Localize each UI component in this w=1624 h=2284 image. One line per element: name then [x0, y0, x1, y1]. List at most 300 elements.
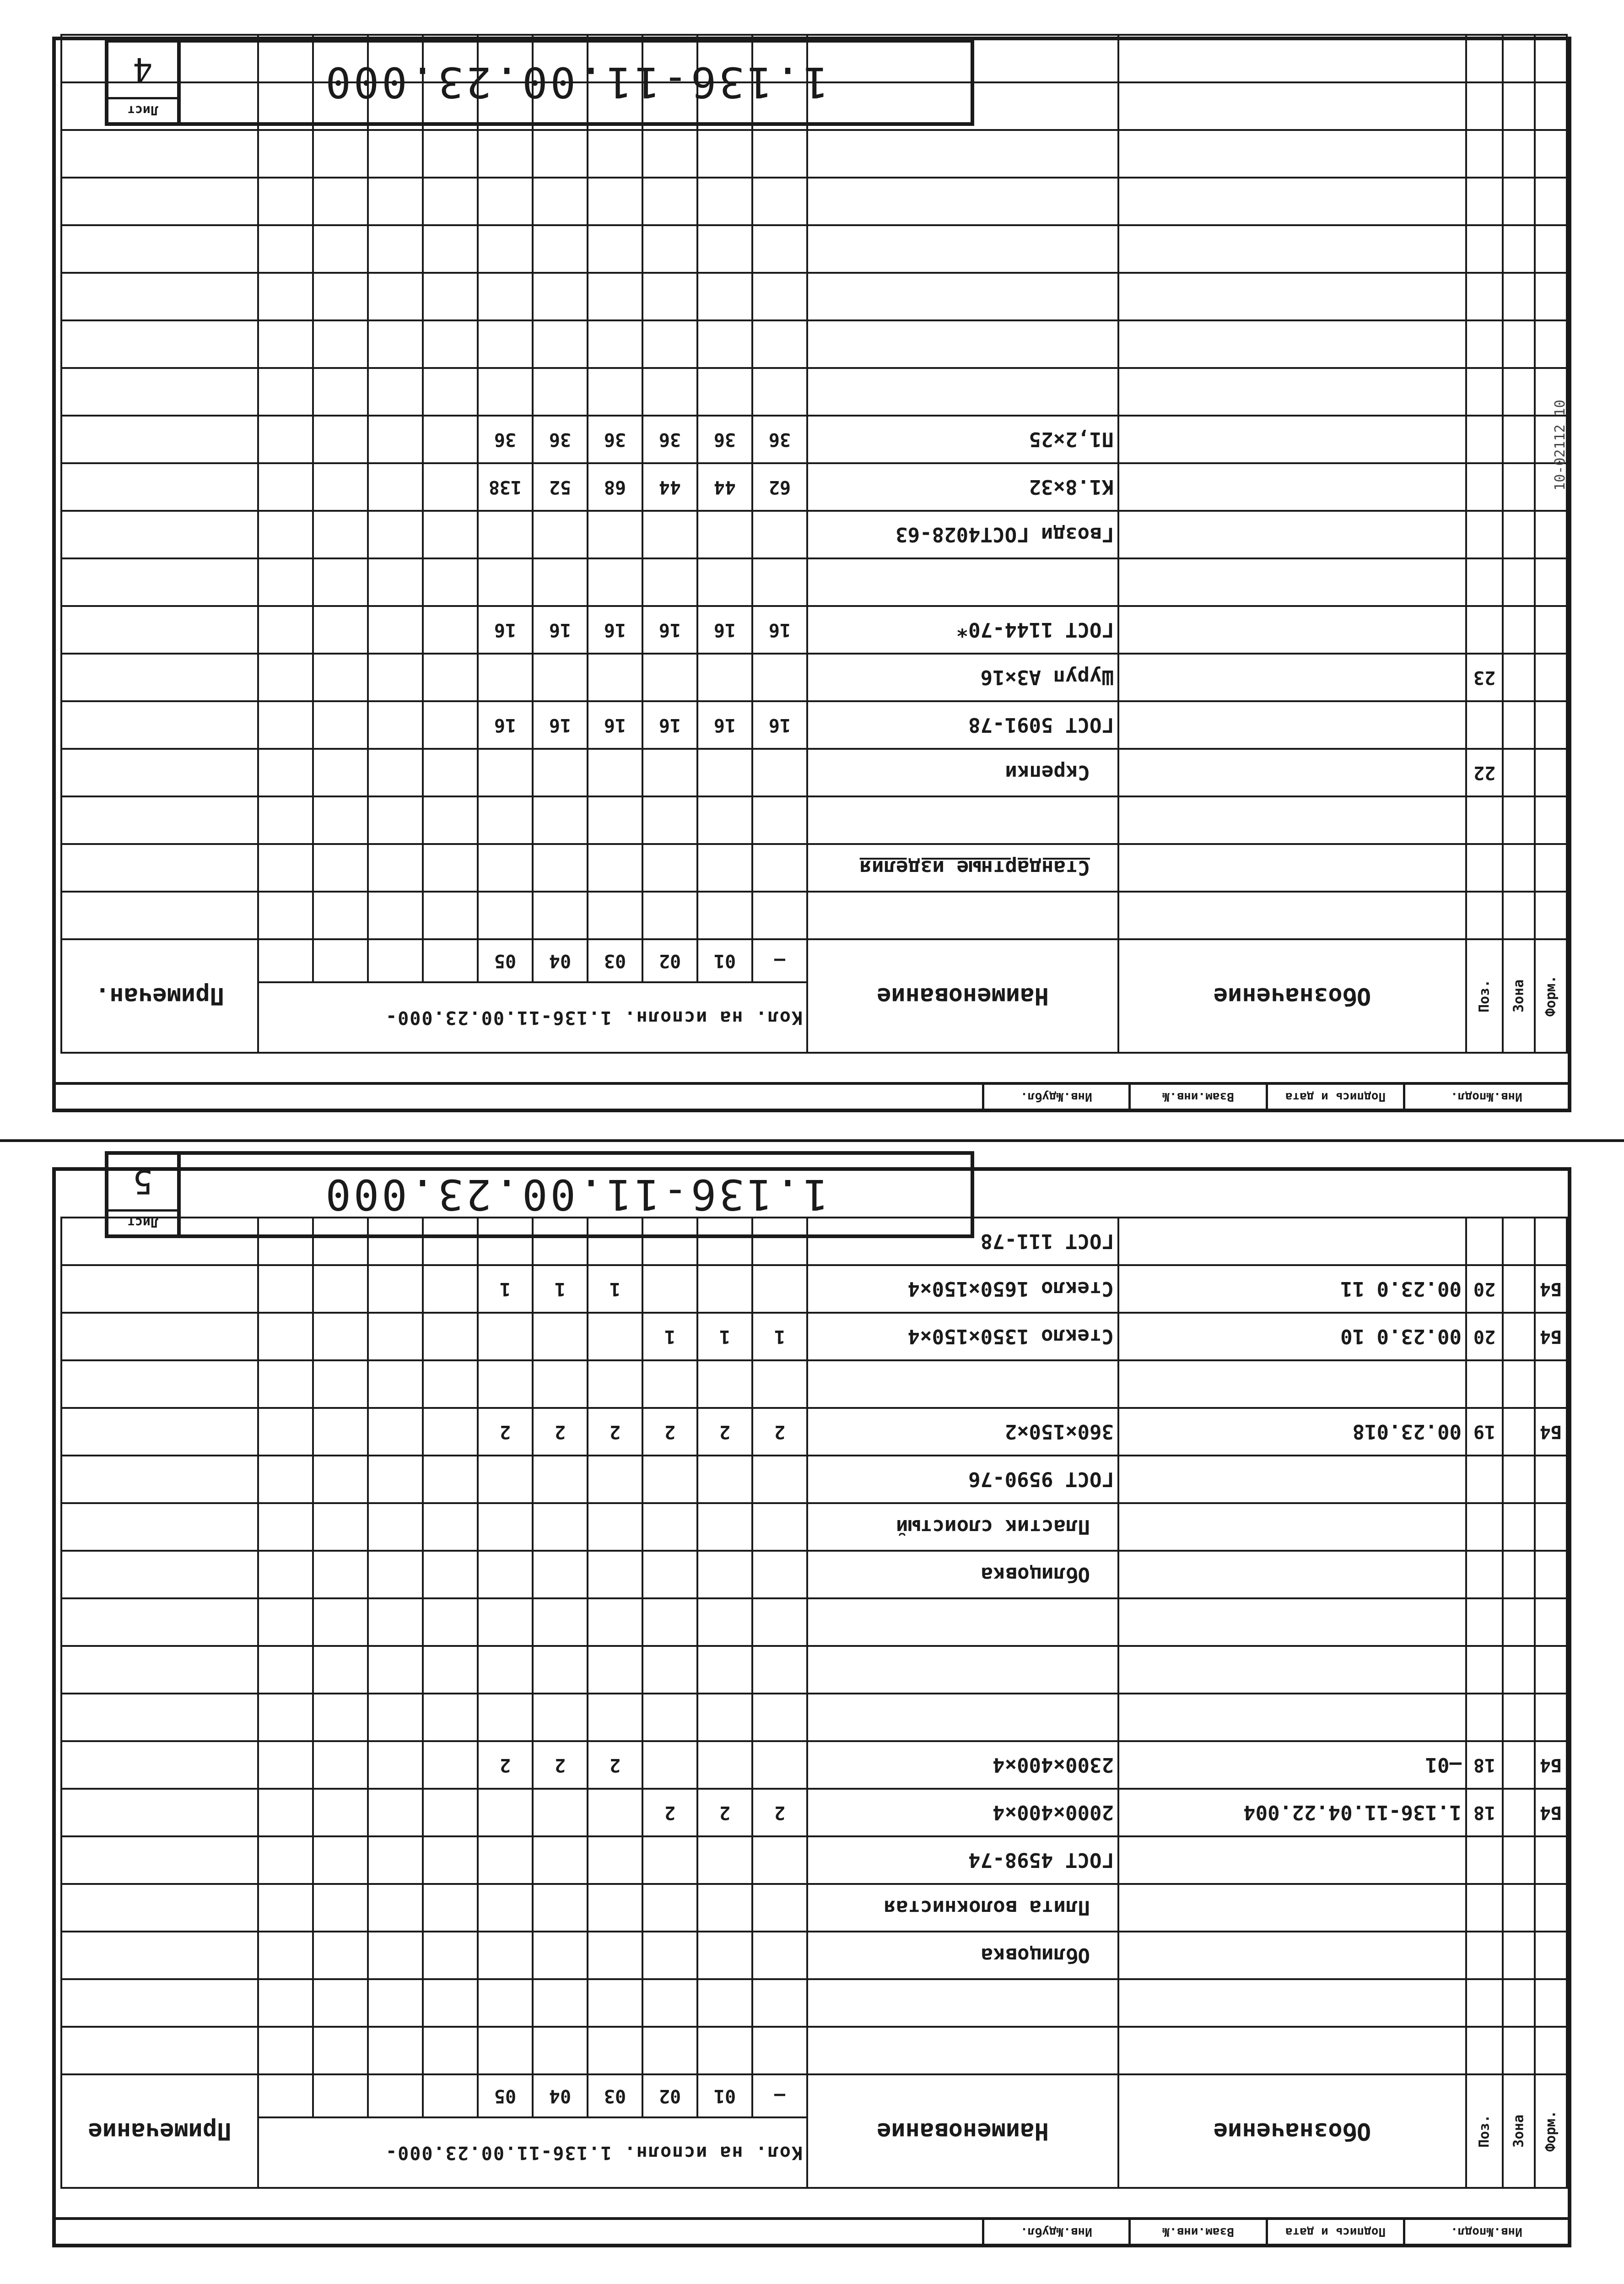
- cell-qty: [588, 178, 642, 225]
- table-row: [61, 1265, 1567, 1313]
- cell-qty: 2: [642, 1408, 697, 1456]
- cell-designation: [1118, 1598, 1466, 1646]
- cell-pos: [1466, 1218, 1503, 1265]
- cell-qty: [642, 558, 697, 606]
- cell-name: Облицовка: [807, 1932, 1118, 1979]
- cell-name: Облицовка: [807, 1551, 1118, 1598]
- cell-name: [807, 1694, 1118, 1741]
- table-row: [61, 1360, 1567, 1408]
- table-row: [61, 1979, 1567, 2027]
- cell-designation: [1118, 463, 1466, 511]
- cell-designation: [1118, 1646, 1466, 1694]
- cell-name: [807, 368, 1118, 416]
- cell-qty: 52: [533, 463, 588, 511]
- cell-qty: 2: [533, 1408, 588, 1456]
- cell-name: ГОСТ 111-78: [807, 1218, 1118, 1265]
- cell-qty: [258, 1741, 313, 1789]
- cell-form: [1535, 1694, 1567, 1741]
- cell-note: [61, 749, 258, 796]
- cell-zone: [1503, 844, 1535, 892]
- cell-zone: [1503, 511, 1535, 558]
- cell-qty: [697, 654, 752, 701]
- cell-qty: 36: [478, 416, 533, 463]
- cell-qty: [478, 1979, 533, 2027]
- cell-note: [61, 1503, 258, 1551]
- cell-pos: 18: [1466, 1741, 1503, 1789]
- sheet-number-box: [108, 43, 177, 122]
- cell-qty: [588, 1503, 642, 1551]
- cell-qty: [642, 1456, 697, 1503]
- cell-qty: [752, 320, 807, 368]
- cell-name: [807, 1598, 1118, 1646]
- cell-form: [1535, 1884, 1567, 1932]
- cell-form: [1535, 1551, 1567, 1598]
- cell-qty: [368, 1694, 423, 1741]
- cell-designation: [1118, 511, 1466, 558]
- cell-qty: [423, 749, 478, 796]
- cell-qty: [313, 1598, 368, 1646]
- cell-qty: [423, 273, 478, 320]
- cell-qty: 36: [752, 416, 807, 463]
- cell-designation: [1118, 796, 1466, 844]
- cell-qty: [258, 368, 313, 416]
- cell-qty: [642, 1932, 697, 1979]
- cell-qty: [752, 1836, 807, 1884]
- cell-qty: [313, 368, 368, 416]
- cell-qty: [368, 1265, 423, 1313]
- cell-qty: [752, 749, 807, 796]
- cell-qty: [313, 1932, 368, 1979]
- cell-pos: [1466, 416, 1503, 463]
- cell-qty: [368, 892, 423, 939]
- cell-qty: 2: [478, 1741, 533, 1789]
- cell-zone: [1503, 273, 1535, 320]
- table-row: [61, 1551, 1567, 1598]
- cell-designation: [1118, 1694, 1466, 1741]
- cell-qty: [258, 701, 313, 749]
- cell-qty: [368, 225, 423, 273]
- cell-pos: 18: [1466, 1789, 1503, 1836]
- cell-qty: [533, 2027, 588, 2074]
- cell-designation: [1118, 558, 1466, 606]
- cell-qty: [258, 273, 313, 320]
- cell-qty: 44: [697, 463, 752, 511]
- cell-form: [1535, 749, 1567, 796]
- cell-qty: [368, 1979, 423, 2027]
- cell-qty: [368, 511, 423, 558]
- cell-qty: [533, 368, 588, 416]
- cell-designation: [1118, 178, 1466, 225]
- cell-qty: [752, 796, 807, 844]
- cell-qty: [313, 844, 368, 892]
- cell-qty: [478, 558, 533, 606]
- cell-qty: [642, 844, 697, 892]
- spec-sheet-5: [52, 1167, 1571, 2247]
- cell-qty: [533, 178, 588, 225]
- cell-pos: 22: [1466, 749, 1503, 796]
- cell-form: [1535, 511, 1567, 558]
- cell-zone: [1503, 1884, 1535, 1932]
- cell-qty: [368, 273, 423, 320]
- cell-name: [807, 178, 1118, 225]
- cell-qty: [697, 1884, 752, 1932]
- cell-qty: [533, 511, 588, 558]
- table-row: [61, 606, 1567, 654]
- cell-qty: 16: [533, 701, 588, 749]
- cell-qty: [752, 130, 807, 178]
- cell-qty: [258, 2027, 313, 2074]
- cell-form: [1535, 320, 1567, 368]
- header-execution: [313, 939, 368, 982]
- cell-pos: [1466, 796, 1503, 844]
- cell-qty: [588, 273, 642, 320]
- cell-zone: [1503, 1598, 1535, 1646]
- cell-pos: [1466, 1503, 1503, 1551]
- cell-name: Стекло 1650×150×4: [807, 1265, 1118, 1313]
- cell-pos: [1466, 606, 1503, 654]
- cell-qty: [423, 1741, 478, 1789]
- cell-qty: [588, 1836, 642, 1884]
- cell-qty: [588, 892, 642, 939]
- cell-note: [61, 1932, 258, 1979]
- cell-qty: [423, 844, 478, 892]
- cell-note: [61, 892, 258, 939]
- cell-note: [61, 606, 258, 654]
- cell-note: [61, 1836, 258, 1884]
- cell-qty: [752, 1503, 807, 1551]
- cell-qty: [533, 1551, 588, 1598]
- cell-qty: [588, 511, 642, 558]
- cell-zone: [1503, 701, 1535, 749]
- cell-qty: [478, 1360, 533, 1408]
- cell-designation: [1118, 416, 1466, 463]
- cell-qty: [588, 1932, 642, 1979]
- header-execution: [423, 939, 478, 982]
- header-execution: 03: [588, 2074, 642, 2117]
- table-row: [61, 1598, 1567, 1646]
- cell-qty: [697, 1694, 752, 1741]
- cell-zone: [1503, 606, 1535, 654]
- cell-form: [1535, 606, 1567, 654]
- cell-zone: [1503, 1503, 1535, 1551]
- cell-qty: 36: [588, 416, 642, 463]
- header-note: Примечание: [61, 2074, 258, 2188]
- cell-qty: [258, 1313, 313, 1360]
- cell-qty: [423, 225, 478, 273]
- cell-qty: 62: [752, 463, 807, 511]
- cell-form: [1535, 1503, 1567, 1551]
- cell-qty: 1: [752, 1313, 807, 1360]
- cell-qty: [368, 654, 423, 701]
- cell-pos: [1466, 1979, 1503, 2027]
- cell-qty: [423, 1979, 478, 2027]
- table-row: [61, 1932, 1567, 1979]
- cell-qty: [258, 1408, 313, 1456]
- cell-qty: 2: [642, 1789, 697, 1836]
- cell-qty: [642, 796, 697, 844]
- cell-note: [61, 1789, 258, 1836]
- header-execution: 04: [533, 2074, 588, 2117]
- cell-note: [61, 1360, 258, 1408]
- table-row: [61, 654, 1567, 701]
- cell-note: [61, 558, 258, 606]
- cell-qty: [588, 1694, 642, 1741]
- cell-qty: [478, 511, 533, 558]
- cell-qty: [258, 796, 313, 844]
- cell-qty: [533, 273, 588, 320]
- cell-zone: [1503, 1741, 1535, 1789]
- cell-designation: 00.23.0 11: [1118, 1265, 1466, 1313]
- cell-name: К1.8×32: [807, 463, 1118, 511]
- cell-qty: [313, 225, 368, 273]
- cell-designation: [1118, 1218, 1466, 1265]
- cell-qty: [258, 320, 313, 368]
- cell-zone: [1503, 796, 1535, 844]
- cell-zone: [1503, 178, 1535, 225]
- cell-name: 2000×400×4: [807, 1789, 1118, 1836]
- cell-note: [61, 130, 258, 178]
- cell-qty: [368, 1313, 423, 1360]
- cell-form: Б4: [1535, 1741, 1567, 1789]
- cell-qty: [368, 463, 423, 511]
- cell-form: [1535, 1360, 1567, 1408]
- sheet-number: 4: [133, 50, 153, 89]
- table-row: [61, 1313, 1567, 1360]
- cell-name: [807, 320, 1118, 368]
- cell-qty: [588, 1360, 642, 1408]
- table-row: [61, 1789, 1567, 1836]
- cell-qty: [588, 1789, 642, 1836]
- table-row: [61, 844, 1567, 892]
- approval-label: Подпись и дата: [1266, 2220, 1403, 2244]
- cell-qty: [423, 1456, 478, 1503]
- cell-name: 2300×400×4: [807, 1741, 1118, 1789]
- cell-zone: [1503, 1789, 1535, 1836]
- cell-pos: [1466, 320, 1503, 368]
- cell-qty: [313, 1503, 368, 1551]
- cell-qty: [642, 178, 697, 225]
- cell-qty: [313, 1551, 368, 1598]
- cell-pos: 19: [1466, 1408, 1503, 1456]
- cell-qty: [588, 558, 642, 606]
- cell-qty: [313, 416, 368, 463]
- cell-designation: –01: [1118, 1741, 1466, 1789]
- header-execution: 05: [478, 939, 533, 982]
- cell-qty: [697, 844, 752, 892]
- cell-form: [1535, 1456, 1567, 1503]
- cell-qty: [642, 2027, 697, 2074]
- cell-qty: [258, 1979, 313, 2027]
- cell-qty: [368, 1598, 423, 1646]
- cell-qty: [752, 1741, 807, 1789]
- cell-pos: [1466, 1551, 1503, 1598]
- cell-qty: [533, 1360, 588, 1408]
- cell-note: [61, 1646, 258, 1694]
- cell-qty: [642, 130, 697, 178]
- cell-zone: [1503, 1979, 1535, 2027]
- cell-qty: [258, 1646, 313, 1694]
- cell-qty: [588, 225, 642, 273]
- cell-form: [1535, 82, 1567, 130]
- header-pos: Поз.: [1466, 2074, 1503, 2188]
- cell-pos: [1466, 511, 1503, 558]
- cell-qty: [642, 1598, 697, 1646]
- cell-qty: [368, 1884, 423, 1932]
- cell-designation: 00.23.018: [1118, 1408, 1466, 1456]
- cell-pos: [1466, 2027, 1503, 2074]
- header-execution: 01: [697, 939, 752, 982]
- cell-qty: [368, 1360, 423, 1408]
- cell-qty: 2: [478, 1408, 533, 1456]
- cell-qty: [313, 1408, 368, 1456]
- table-row: [61, 273, 1567, 320]
- side-stamp: 10-02112 10: [1552, 400, 1569, 491]
- cell-qty: 16: [752, 701, 807, 749]
- cell-qty: [423, 1265, 478, 1313]
- header-execution: –: [752, 939, 807, 982]
- cell-qty: [258, 606, 313, 654]
- cell-qty: [423, 1360, 478, 1408]
- cell-qty: [258, 749, 313, 796]
- cell-qty: [533, 1694, 588, 1741]
- cell-qty: [697, 892, 752, 939]
- cell-note: [61, 1741, 258, 1789]
- cell-form: [1535, 654, 1567, 701]
- cell-qty: [588, 654, 642, 701]
- cell-pos: [1466, 130, 1503, 178]
- cell-qty: [313, 606, 368, 654]
- cell-zone: [1503, 1313, 1535, 1360]
- cell-qty: [697, 1741, 752, 1789]
- cell-zone: [1503, 225, 1535, 273]
- cell-form: Б4: [1535, 1265, 1567, 1313]
- cell-form: [1535, 1598, 1567, 1646]
- cell-name: [807, 2027, 1118, 2074]
- approval-label: Инв.№дубл.: [982, 1085, 1128, 1109]
- cell-qty: [258, 1884, 313, 1932]
- sheet-number: 5: [133, 1163, 153, 1202]
- approval-label: Подпись и дата: [1266, 1085, 1403, 1109]
- cell-qty: [258, 844, 313, 892]
- cell-designation: [1118, 35, 1466, 82]
- cell-qty: 16: [478, 701, 533, 749]
- cell-pos: [1466, 35, 1503, 82]
- cell-qty: [478, 1836, 533, 1884]
- cell-qty: [588, 320, 642, 368]
- sheet-divider: [0, 1139, 1624, 1142]
- cell-qty: [313, 1694, 368, 1741]
- header-execution: –: [752, 2074, 807, 2117]
- cell-qty: [642, 1741, 697, 1789]
- cell-qty: [752, 1598, 807, 1646]
- cell-note: [61, 368, 258, 416]
- cell-qty: [258, 225, 313, 273]
- header-execution: 02: [642, 2074, 697, 2117]
- cell-form: [1535, 178, 1567, 225]
- cell-qty: [752, 1646, 807, 1694]
- cell-qty: [642, 654, 697, 701]
- cell-zone: [1503, 2027, 1535, 2074]
- cell-qty: [313, 1456, 368, 1503]
- cell-qty: [533, 654, 588, 701]
- cell-name: Стекло 1350×150×4: [807, 1313, 1118, 1360]
- sheet-label: Лист: [108, 97, 177, 122]
- cell-qty: [313, 273, 368, 320]
- cell-qty: [313, 1789, 368, 1836]
- cell-qty: [368, 1408, 423, 1456]
- cell-qty: [368, 701, 423, 749]
- cell-qty: [258, 1265, 313, 1313]
- cell-qty: [533, 130, 588, 178]
- cell-qty: 1: [697, 1313, 752, 1360]
- cell-designation: [1118, 701, 1466, 749]
- cell-qty: [588, 1646, 642, 1694]
- table-row: [61, 416, 1567, 463]
- cell-qty: [752, 178, 807, 225]
- table-row: [61, 796, 1567, 844]
- cell-qty: [368, 130, 423, 178]
- cell-qty: [258, 1360, 313, 1408]
- table-row: [61, 558, 1567, 606]
- cell-qty: [642, 1646, 697, 1694]
- cell-note: [61, 1551, 258, 1598]
- table-row: [61, 1456, 1567, 1503]
- cell-qty: [752, 1694, 807, 1741]
- cell-qty: 2: [588, 1741, 642, 1789]
- approval-strip: [56, 1082, 1568, 1109]
- header-execution: [368, 939, 423, 982]
- cell-qty: 36: [697, 416, 752, 463]
- header-execution: 02: [642, 939, 697, 982]
- cell-qty: [423, 1503, 478, 1551]
- cell-form: [1535, 130, 1567, 178]
- cell-qty: [533, 1456, 588, 1503]
- cell-note: [61, 1694, 258, 1741]
- cell-qty: [588, 1551, 642, 1598]
- cell-qty: [258, 1694, 313, 1741]
- cell-qty: [752, 511, 807, 558]
- cell-note: [61, 844, 258, 892]
- cell-qty: [313, 130, 368, 178]
- cell-qty: [697, 178, 752, 225]
- cell-qty: [697, 368, 752, 416]
- cell-pos: [1466, 1456, 1503, 1503]
- cell-qty: 2: [697, 1789, 752, 1836]
- cell-qty: [313, 558, 368, 606]
- cell-pos: [1466, 1836, 1503, 1884]
- header-execution: [258, 2074, 313, 2117]
- cell-pos: [1466, 178, 1503, 225]
- cell-note: [61, 1313, 258, 1360]
- cell-qty: [478, 1932, 533, 1979]
- cell-qty: [478, 1646, 533, 1694]
- cell-qty: [258, 178, 313, 225]
- cell-qty: [368, 796, 423, 844]
- cell-qty: [533, 1789, 588, 1836]
- cell-form: Б4: [1535, 1408, 1567, 1456]
- cell-qty: [258, 1836, 313, 1884]
- cell-qty: [258, 1456, 313, 1503]
- cell-qty: [478, 1313, 533, 1360]
- cell-pos: [1466, 558, 1503, 606]
- cell-qty: [752, 273, 807, 320]
- sheet-number-box: [108, 1155, 177, 1234]
- cell-form: [1535, 1932, 1567, 1979]
- cell-qty: [752, 1265, 807, 1313]
- cell-designation: [1118, 892, 1466, 939]
- header-zone: Зона: [1503, 939, 1535, 1053]
- cell-qty: [478, 1456, 533, 1503]
